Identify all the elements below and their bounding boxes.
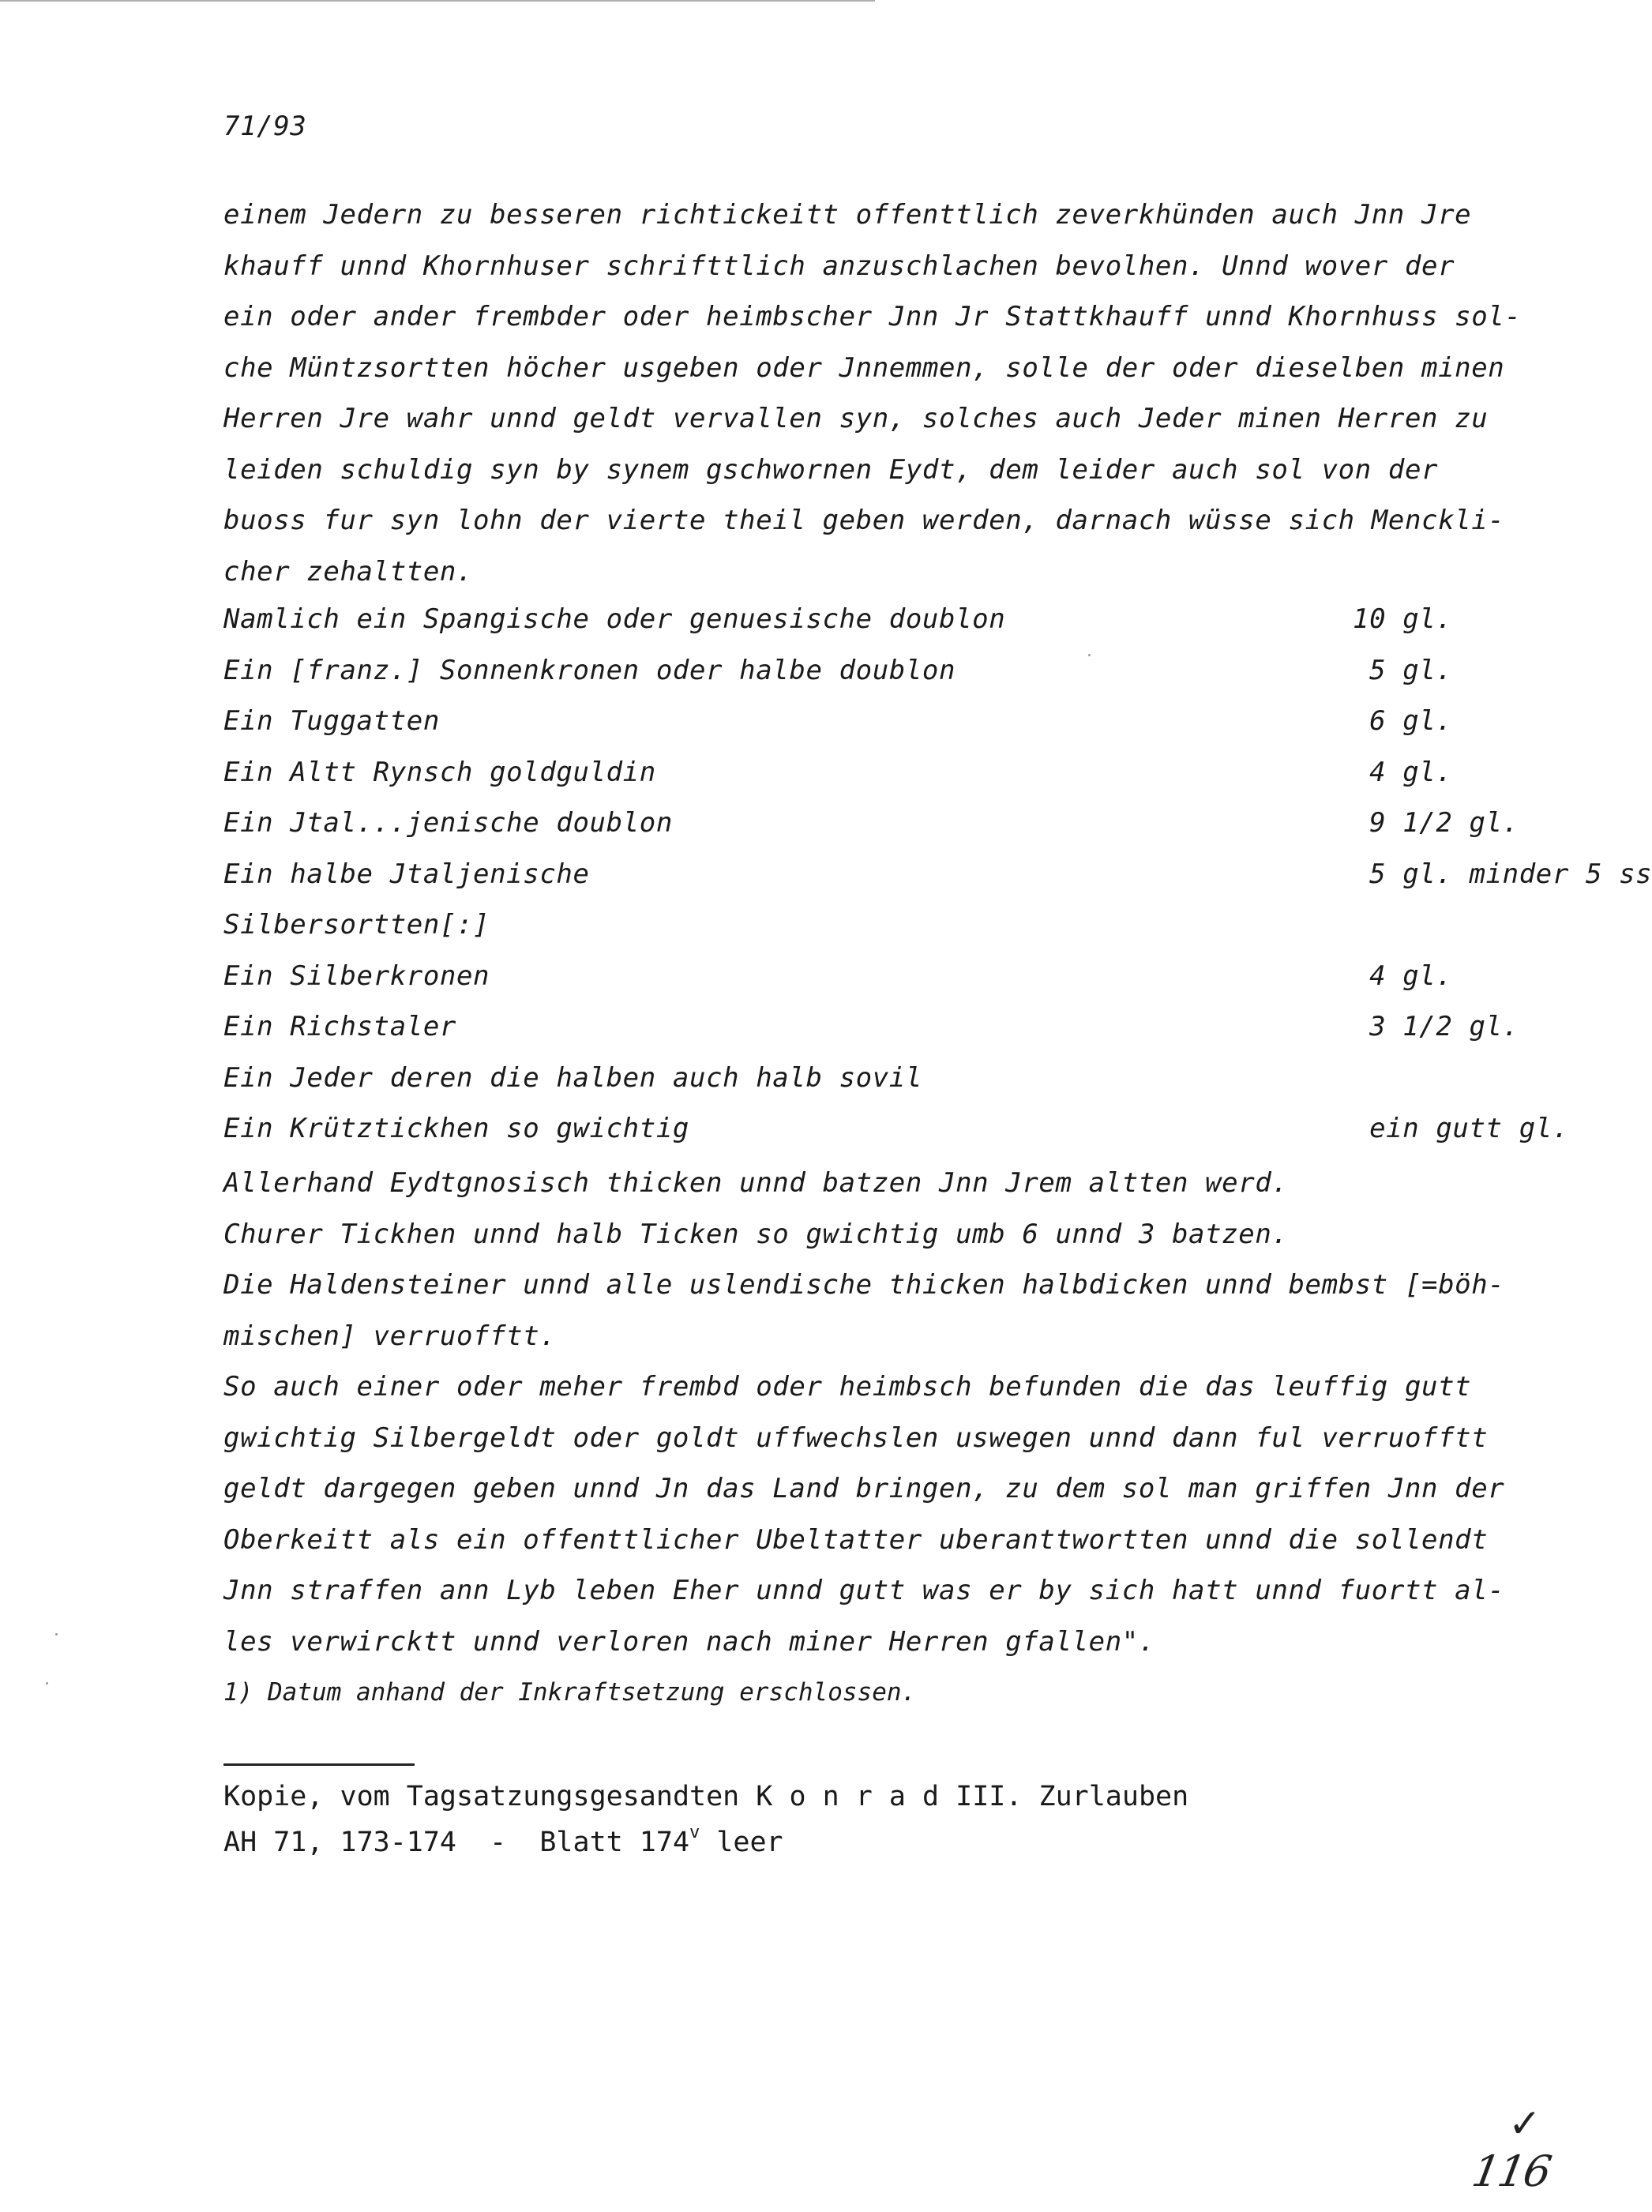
text-line: Churer Tickhen unnd halb Ticken so gwichtig umb 6 unnd 3 batzen.: [223, 1218, 1289, 1250]
text-line: geldt dargegen geben unnd Jn das Land bringen, zu dem sol man griffen Jnn der: [223, 1473, 1505, 1504]
coin-value: 6 gl.: [1353, 705, 1453, 737]
text-line: Oberkeitt als ein offenttlicher Ubeltatter uberanttwortten unnd die sollendt: [223, 1523, 1489, 1556]
coin-name: Ein [franz.] Sonnenkronen oder halbe doublon: [223, 654, 956, 686]
text-line: Herren Jre wahr unnd geldt vervallen syn, solches auch Jeder minen Herren zu: [223, 403, 1489, 434]
text-line: les verwircktt unnd verloren nach miner Herren gfallen".: [223, 1625, 1155, 1658]
page-reference: 71/93: [223, 111, 307, 142]
source-line-2: AH 71, 173-174 - Blatt 174$^v$ leer: [223, 1823, 783, 1858]
coin-name: Silbersortten[:]: [223, 909, 490, 941]
rate-row: [223, 747, 1455, 798]
text-line: einem Jedern zu besseren richtickeitt offenttlich zeverkhünden auch Jnn Jre: [223, 199, 1472, 231]
coin-value: 4 gl.: [1353, 960, 1453, 992]
coin-name: Ein Altt Rynsch goldguldin: [223, 756, 656, 788]
handwritten-page-number: 116: [1468, 2146, 1554, 2196]
intro-paragraph: [223, 190, 1521, 597]
rate-row: [223, 849, 1652, 900]
text-line: cher zehaltten.: [223, 555, 474, 588]
scan-speck: [1088, 654, 1091, 656]
coin-name: Ein Jeder deren die halben auch halb sovil: [223, 1061, 922, 1094]
coin-name: Namlich ein Spangische oder genuesische doublon: [223, 603, 1006, 635]
scan-speck: [55, 1633, 58, 1636]
rate-row: [223, 696, 1455, 747]
coin-name: Ein halbe Jtaljenische: [223, 858, 590, 890]
text-line: buoss fur syn lohn der vierte theil geben werden, darnach wüsse sich Menckli-: [223, 505, 1505, 536]
rate-row: [223, 951, 1455, 1002]
text-line: So auch einer oder meher frembd oder heimbsch befunden die das leuffig gutt: [223, 1371, 1472, 1403]
source-note: [223, 1777, 1188, 1862]
coin-name: Ein Jtal...jenische doublon: [223, 807, 673, 839]
handwritten-check-mark: ✓: [1508, 2101, 1541, 2146]
closing-paragraph: [223, 1158, 1504, 1667]
coin-value: 3 1/2 gl.: [1353, 1011, 1519, 1042]
coin-name: Ein Richstaler: [223, 1011, 456, 1042]
text-line: gwichtig Silbergeldt oder goldt uffwechslen uswegen unnd dann ful verruofftt: [223, 1421, 1489, 1454]
source-line-1: Kopie, vom Tagsatzungsgesandten K o n r a d III. Zurlauben: [223, 1781, 1189, 1812]
footnote: 1) Datum anhand der Inkraftsetzung erschlossen.: [223, 1678, 917, 1707]
text-line: leiden schuldig syn by synem gschwornen Eydt, dem leider auch sol von der: [223, 453, 1439, 486]
coin-value: 5 gl.: [1353, 654, 1453, 686]
coin-name: Ein Krütztickhen so gwichtig: [223, 1113, 689, 1144]
text-line: khauff unnd Khornhuser schrifttlich anzuschlachen bevolhen. Unnd wover der: [223, 250, 1455, 282]
text-line: Jnn straffen ann Lyb leben Eher unnd gutt was er by sich hatt unnd fuortt al-: [223, 1575, 1505, 1606]
rate-row: [223, 1053, 1455, 1104]
coin-value: 5 gl. minder 5 ss: [1353, 858, 1652, 890]
coin-value: 10 gl.: [1353, 603, 1453, 635]
coin-value: 4 gl.: [1353, 756, 1453, 788]
text-line: Die Haldensteiner unnd alle uslendische thicken halbdicken unnd bembst [=böh-: [223, 1269, 1505, 1301]
text-line: ein oder ander frembder oder heimbscher Jnn Jr Stattkhauff unnd Khornhuss sol-: [223, 301, 1522, 332]
rate-row: [223, 1103, 1569, 1155]
text-line: Allerhand Eydtgnosisch thicken unnd batzen Jnn Jrem altten werd.: [223, 1167, 1289, 1199]
rate-row: [223, 1001, 1519, 1053]
coin-name: Ein Silberkronen: [223, 960, 490, 992]
coin-value: ein gutt gl.: [1353, 1113, 1569, 1144]
scan-speck: [46, 1682, 48, 1684]
rate-row: [223, 645, 1455, 697]
top-border-line: [0, 0, 875, 2]
rate-row: [223, 798, 1519, 849]
text-line: mischen] verruofftt.: [223, 1320, 557, 1352]
coin-name: Ein Tuggatten: [223, 705, 440, 737]
source-separator: [223, 1763, 415, 1766]
text-line: che Müntzsortten höcher usgeben oder Jnnemmen, solle der oder dieselben minen: [223, 351, 1505, 384]
rate-row: [223, 899, 1455, 951]
rate-row: [223, 594, 1455, 645]
coin-value: 9 1/2 gl.: [1353, 807, 1519, 839]
